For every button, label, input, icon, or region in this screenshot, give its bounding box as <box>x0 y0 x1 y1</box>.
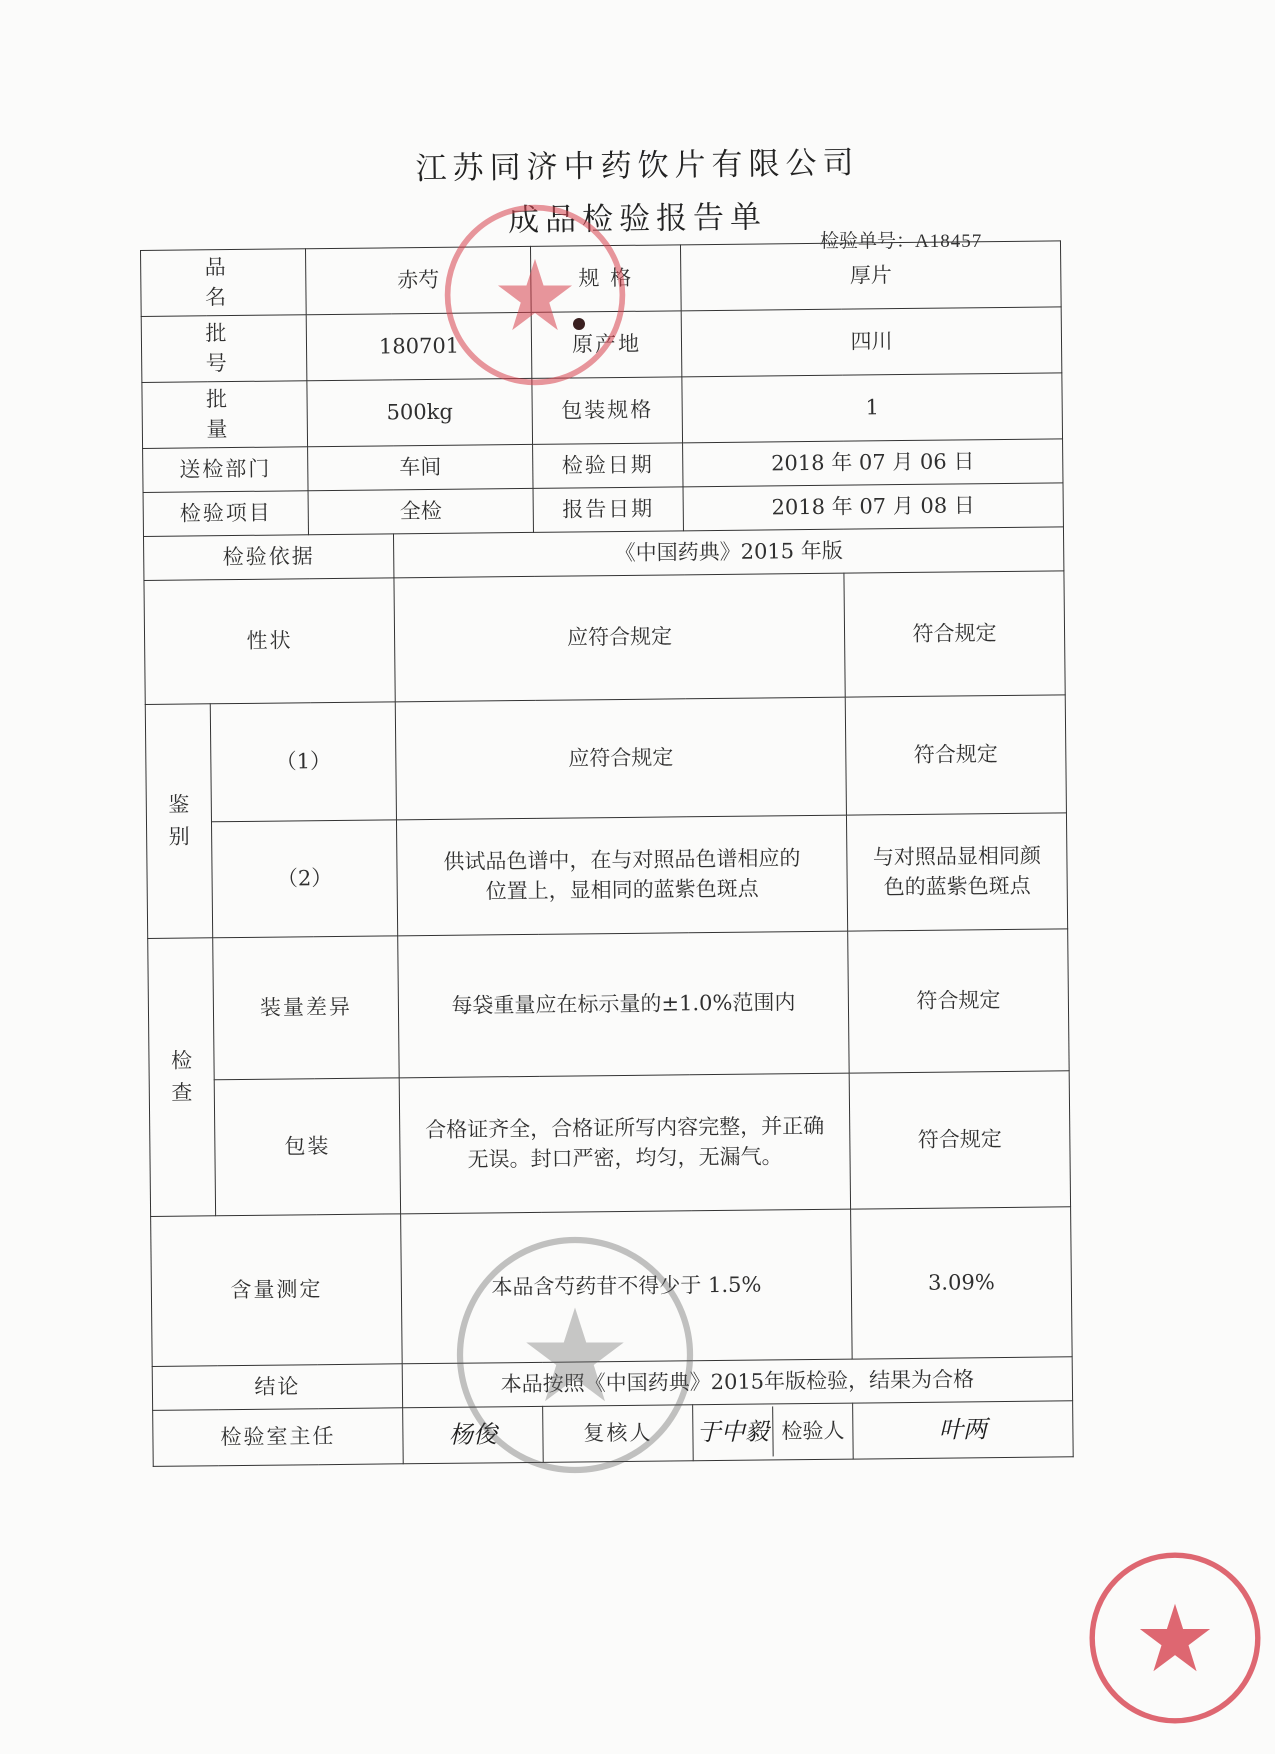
assay-standard: 本品含芍药苷不得少于 1.5% <box>401 1209 853 1364</box>
ident-2-standard: 供试品色谱中，在与对照品色谱相应的位置上，显相同的蓝紫色斑点 <box>396 815 847 936</box>
assay-label: 含量测定 <box>151 1213 403 1366</box>
report-title: 成品检验报告单 <box>507 199 768 239</box>
fill-weight-label: 装量差异 <box>213 935 399 1079</box>
check-label: 检查 <box>148 937 216 1216</box>
row-batch <box>141 307 1062 383</box>
company-name: 江苏同济中药饮片有限公司 <box>415 144 860 188</box>
ink-dot <box>573 318 585 330</box>
department-label: 送检部门 <box>143 446 308 492</box>
row-assay <box>151 1206 1073 1366</box>
assay-result: 3.09% <box>851 1206 1073 1358</box>
row-ident-1 <box>145 694 1066 822</box>
partner-seal-stamp <box>1085 1548 1265 1728</box>
reviewer-inspector-cell <box>693 1403 854 1461</box>
ident-1-result: 符合规定 <box>845 694 1066 814</box>
row-fill-weight <box>148 928 1069 1080</box>
character-result: 符合规定 <box>844 570 1065 696</box>
character-standard: 应符合规定 <box>394 573 845 702</box>
batch-value: 180701 <box>306 312 532 380</box>
product-label: 品 名 <box>141 249 307 317</box>
row-quantity <box>142 373 1063 449</box>
ident-label: 鉴别 <box>145 703 212 938</box>
packaging-standard: 合格证齐全，合格证所写内容完整，并正确无误。封口严密，均匀，无漏气。 <box>399 1073 850 1214</box>
spec-value: 厚片 <box>680 241 1061 311</box>
packaging-label: 包装 <box>214 1077 400 1215</box>
ident-2-result: 与对照品显相同颜色的蓝紫色斑点 <box>846 812 1067 930</box>
package-spec-value: 1 <box>682 373 1063 443</box>
department-value: 车间 <box>308 444 533 490</box>
report-number-value: A18457 <box>915 231 983 252</box>
reviewer-label: 复核人 <box>543 1404 694 1462</box>
basis-value: 《中国药典》2015 年版 <box>393 526 1063 577</box>
batch-label: 批 号 <box>141 315 307 383</box>
ident-2-label: （2） <box>211 819 397 937</box>
test-item-label: 检验项目 <box>143 490 308 536</box>
test-item-value: 全检 <box>308 488 533 534</box>
row-packaging <box>149 1070 1070 1216</box>
lab-director-label: 检验室主任 <box>153 1407 404 1466</box>
row-signatures <box>153 1400 1074 1466</box>
package-spec-label: 包装规格 <box>532 377 683 444</box>
report-number-label: 检验单号： <box>820 230 916 252</box>
row-ident-2 <box>146 812 1067 938</box>
packaging-result: 符合规定 <box>849 1070 1070 1208</box>
reviewer-signature: 于中毅 <box>696 1417 770 1446</box>
lab-director-signature: 杨俊 <box>403 1406 544 1463</box>
test-date-value: 2018 年 07 月 06 日 <box>683 438 1063 486</box>
report-date-label: 报告日期 <box>533 486 683 532</box>
report-date-value: 2018 年 07 月 08 日 <box>683 482 1063 530</box>
inspector-signature: 叶两 <box>853 1400 1074 1458</box>
quantity-label: 批 量 <box>142 381 308 449</box>
spec-label: 规 格 <box>530 245 681 312</box>
row-character <box>144 570 1065 704</box>
quantity-value: 500kg <box>307 378 533 446</box>
origin-value: 四川 <box>681 307 1062 377</box>
product-value: 赤芍 <box>305 246 531 314</box>
conclusion-label: 结论 <box>152 1363 402 1410</box>
basis-label: 检验依据 <box>143 533 393 580</box>
inspection-table <box>140 240 1073 1466</box>
ident-1-standard: 应符合规定 <box>395 697 846 820</box>
conclusion-text: 本品按照《中国药典》2015年版检验，结果为合格 <box>402 1356 1072 1407</box>
character-label: 性状 <box>144 577 395 704</box>
row-product <box>141 241 1062 317</box>
fill-weight-result: 符合规定 <box>848 928 1069 1072</box>
ident-1-label: （1） <box>210 701 396 821</box>
fill-weight-standard: 每袋重量应在标示量的±1.0%范围内 <box>398 931 849 1078</box>
test-date-label: 检验日期 <box>533 442 683 488</box>
origin-label: 原产地 <box>531 311 682 378</box>
inspector-label: 检验人 <box>772 1406 853 1457</box>
